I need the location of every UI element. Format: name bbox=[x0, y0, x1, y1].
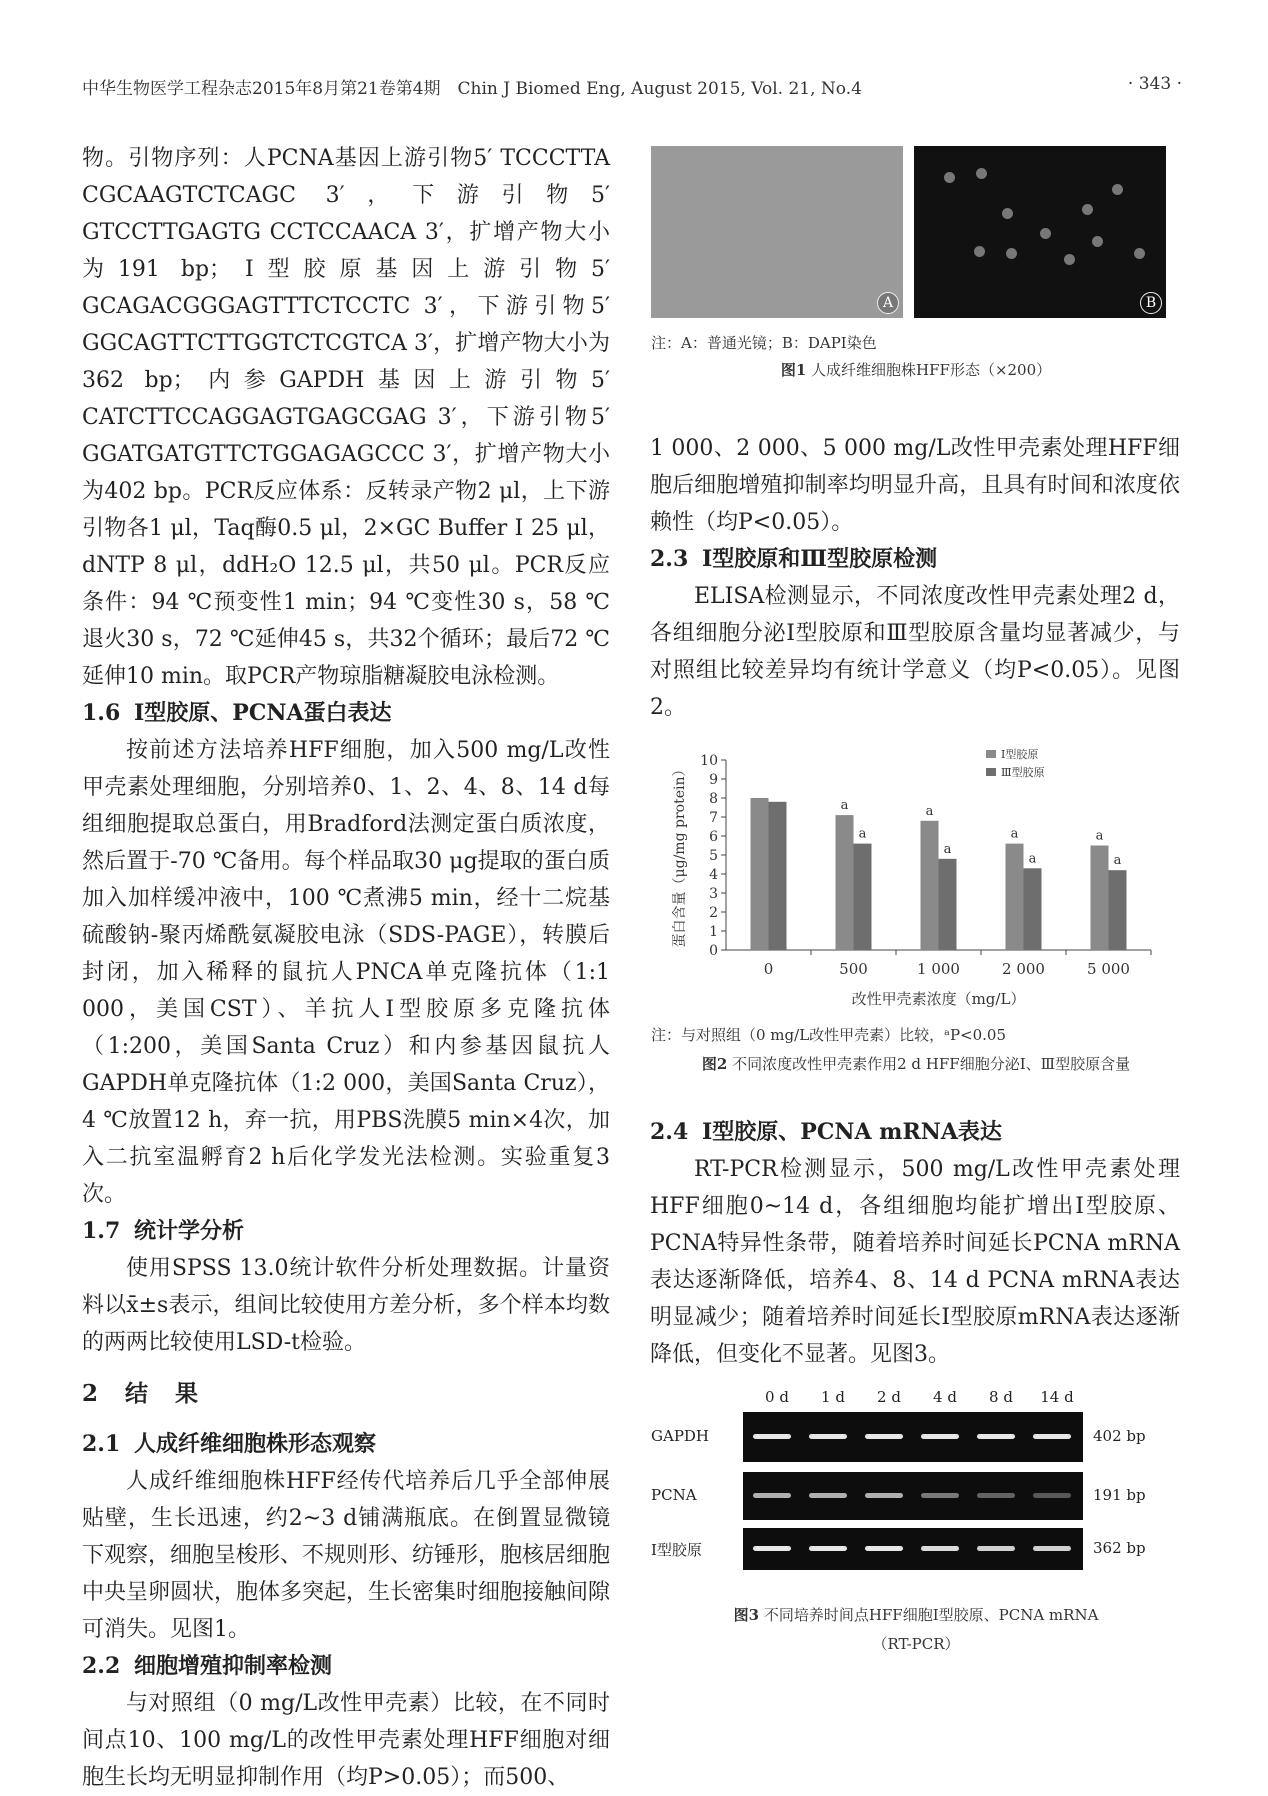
figure-2-note: 注：与对照组（0 mg/L改性甲壳素）比较，ᵃP<0.05 bbox=[651, 1026, 1006, 1044]
section-number: 2.3 bbox=[650, 546, 689, 572]
lane-label: 0 d bbox=[765, 1388, 789, 1406]
elisa-paragraph: ELISA检测显示，不同浓度改性甲壳素处理2 d，各组细胞分泌Ⅰ型胶原和Ⅲ型胶原含量均显著减少，与对照组比较差异均有统计学意义（均P<0.05）。见图2。 bbox=[650, 584, 1180, 720]
primer-paragraph: 物。引物序列：人PCNA基因上游引物5′ TCCCTTA CGCAAGTCTCAGC 3′，下游引物5′ GTCCTTGAGTG CCTCCAACA 3′，扩增产物大小为191 bp；Ⅰ型胶原基因上游引物5′ GCAGACGGGAGTTTCTCCTC 3′，下游引物5′ GGCAGTTCTTGGTCTCGTCA 3′，扩增产物大小为362 bp；内参GAPDH基因上游引物5′ CATCTTCCAGGAGTGAGCGAG 3′，下游引物5′ GGATGATGTTCTGGAGAGCCC 3′，扩增产物大小为402 bp。PCR反应体系：反转录产物2 μl，上下游引物各1 μl，Taq酶0.5 μl，2×GC Buffer Ⅰ 25 μl，dNTP 8 μl，ddH₂O 12.5 μl，共50 μl。PCR反应条件：94 ℃预变性1 min；94 ℃变性30 s，58 ℃退火30 s，72 ℃延伸45 s，共32个循环；最后72 ℃延伸10 min。取PCR产物琼脂糖凝胶电泳检测。 bbox=[82, 146, 610, 689]
gel-band bbox=[865, 1434, 903, 1439]
figure-1 bbox=[651, 146, 1181, 380]
nucleus-dot bbox=[974, 246, 985, 257]
section-1-6-heading bbox=[82, 695, 610, 732]
bar bbox=[939, 859, 957, 950]
gel-band bbox=[809, 1546, 847, 1551]
bar-annotation: a bbox=[1095, 828, 1104, 844]
running-header bbox=[82, 70, 1182, 100]
light-microscope-image bbox=[651, 146, 903, 318]
nucleus-dot bbox=[1002, 208, 1013, 219]
right-column-bottom bbox=[650, 1114, 1180, 1373]
gel-panel bbox=[743, 1528, 1083, 1570]
bar bbox=[1006, 844, 1024, 950]
y-tick-label: 3 bbox=[709, 886, 718, 902]
morphology-paragraph: 人成纤维细胞株HFF经传代培养后几乎全部伸展贴壁，生长迅速，约2~3 d铺满瓶底。在倒置显微镜下观察，细胞呈梭形、不规则形、纺锤形，胞核居细胞中央呈卵圆状，胞体多突起，生长密集时细胞接触间隙可消失。见图1。 bbox=[82, 1469, 611, 1642]
gel-band bbox=[977, 1546, 1015, 1551]
figure-number: 图1 bbox=[780, 361, 807, 379]
bar bbox=[1091, 846, 1109, 951]
bar-annotation: a bbox=[1010, 826, 1019, 842]
section-number: 1.6 bbox=[82, 700, 121, 726]
rt-pcr-paragraph: RT-PCR检测显示，500 mg/L改性甲壳素处理HFF细胞0~14 d，各组细胞均能扩增出Ⅰ型胶原、PCNA特异性条带，随着培养时间延长PCNA mRNA表达逐渐降低，培养4、8、14 d PCNA mRNA表达明显减少；随着培养时间延长Ⅰ型胶原mRNA表达逐渐降低，但变化不显著。见图3。 bbox=[650, 1157, 1180, 1367]
bar bbox=[1024, 868, 1042, 950]
gel-band bbox=[921, 1546, 959, 1551]
gel-band-size: 402 bp bbox=[1093, 1427, 1146, 1445]
gel-panel bbox=[743, 1472, 1083, 1520]
section-number: 1.7 bbox=[82, 1218, 121, 1244]
bar-annotation: a bbox=[858, 826, 867, 842]
y-tick-label: 2 bbox=[709, 905, 718, 921]
section-number: 2.1 bbox=[82, 1431, 121, 1457]
results-heading: 2 结 果 bbox=[82, 1380, 201, 1407]
section-title: 细胞增殖抑制率检测 bbox=[134, 1653, 333, 1679]
gel-row-label: Ⅰ型胶原 bbox=[651, 1541, 702, 1559]
gel-band bbox=[753, 1434, 791, 1439]
section-2-1-heading bbox=[82, 1426, 610, 1463]
gel-band-size: 362 bp bbox=[1093, 1539, 1146, 1557]
section-2-2-heading bbox=[82, 1648, 610, 1685]
western-blot-paragraph: 按前述方法培养HFF细胞，加入500 mg/L改性甲壳素处理细胞，分别培养0、1、2、4、8、14 d每组细胞提取总蛋白，用Bradford法测定蛋白质浓度，然后置于-70 ℃备用。每个样品取30 μg提取的蛋白质加入加样缓冲液中，100 ℃煮沸5 min，经十二烷基硫酸钠-聚丙烯酰氨凝胶电泳（SDS-PAGE），转膜后封闭，加入稀释的鼠抗人PNCA单克隆抗体（1:1 000，美国CST）、羊抗人Ⅰ型胶原多克隆抗体（1:200，美国Santa Cruz）和内参基因鼠抗人GAPDH单克隆抗体（1:2 000，美国Santa Cruz），4 ℃放置12 h，弃一抗，用PBS洗膜5 min×4次，加入二抗室温孵育2 h后化学发光法检测。实验重复3次。 bbox=[82, 738, 610, 1207]
gel-band bbox=[921, 1434, 959, 1439]
figure-2-chart bbox=[651, 740, 1181, 1020]
lane-label: 4 d bbox=[933, 1388, 957, 1406]
nucleus-dot bbox=[1064, 254, 1075, 265]
proliferation-paragraph: 与对照组（0 mg/L改性甲壳素）比较，在不同时间点10、100 mg/L的改性甲壳素处理HFF细胞对细胞生长均无明显抑制作用（均P>0.05）；而500、 bbox=[82, 1691, 610, 1790]
bar bbox=[921, 821, 939, 950]
nucleus-dot bbox=[1134, 248, 1145, 259]
y-tick-label: 6 bbox=[709, 829, 718, 845]
dapi-image bbox=[914, 146, 1166, 318]
left-column bbox=[82, 140, 610, 1796]
legend-swatch bbox=[986, 750, 996, 758]
gel-band bbox=[865, 1546, 903, 1551]
nucleus-dot bbox=[1040, 228, 1051, 239]
legend-label: Ⅰ型胶原 bbox=[1001, 748, 1039, 761]
bar-chart-svg bbox=[651, 740, 1181, 1020]
section-2-3-heading bbox=[650, 541, 1180, 578]
bar-annotation: a bbox=[1113, 853, 1122, 869]
gel-panel bbox=[743, 1412, 1083, 1462]
gel-band bbox=[977, 1434, 1015, 1439]
lane-label: 2 d bbox=[877, 1388, 901, 1406]
gel-band bbox=[1033, 1493, 1071, 1498]
y-axis-label: 蛋白含量（μg/mg protein） bbox=[672, 762, 688, 948]
proliferation-continued-paragraph: 1 000、2 000、5 000 mg/L改性甲壳素处理HFF细胞后细胞增殖抑制率均明显升高，且具有时间和浓度依赖性（均P<0.05）。 bbox=[650, 436, 1180, 535]
section-title: 人成纤维细胞株形态观察 bbox=[134, 1431, 377, 1457]
section-title: 统计学分析 bbox=[134, 1218, 245, 1244]
panel-label-a: A bbox=[877, 292, 899, 314]
section-number: 2.2 bbox=[82, 1653, 121, 1679]
statistics-paragraph: 使用SPSS 13.0统计软件分析处理数据。计量资料以x̄±s表示，组间比较使用方差分析，多个样本均数的两两比较使用LSD-t检验。 bbox=[82, 1256, 610, 1355]
gel-row-label: GAPDH bbox=[651, 1427, 710, 1445]
x-tick-label: 500 bbox=[839, 960, 868, 978]
y-tick-label: 7 bbox=[709, 810, 718, 826]
section-title: Ⅰ型胶原、PCNA mRNA表达 bbox=[702, 1119, 1002, 1145]
nucleus-dot bbox=[976, 168, 987, 179]
figure-1-caption bbox=[651, 359, 1181, 380]
legend-label: Ⅲ型胶原 bbox=[1001, 766, 1045, 779]
right-column-top bbox=[650, 430, 1180, 726]
bar bbox=[836, 815, 854, 950]
nucleus-dot bbox=[1092, 236, 1103, 247]
figure-number: 图2 bbox=[701, 1055, 728, 1073]
lane-label: 1 d bbox=[821, 1388, 845, 1406]
y-tick-label: 1 bbox=[709, 924, 718, 940]
section-title: Ⅰ型胶原、PCNA蛋白表达 bbox=[134, 700, 392, 726]
y-tick-label: 0 bbox=[709, 943, 718, 959]
bar-annotation: a bbox=[840, 798, 849, 814]
bar bbox=[854, 844, 872, 950]
x-tick-label: 5 000 bbox=[1087, 960, 1130, 978]
gel-band bbox=[977, 1493, 1015, 1498]
nucleus-dot bbox=[1006, 248, 1017, 259]
figure-number: 图3 bbox=[733, 1606, 760, 1624]
figure-3-caption bbox=[651, 1604, 1181, 1625]
bar-annotation: a bbox=[943, 841, 952, 857]
gel-band bbox=[753, 1546, 791, 1551]
bar-annotation: a bbox=[1028, 851, 1037, 867]
nucleus-dot bbox=[1112, 184, 1123, 195]
bar bbox=[769, 802, 787, 950]
section-2-4-heading bbox=[650, 1114, 1180, 1151]
gel-band bbox=[1033, 1434, 1071, 1439]
nucleus-dot bbox=[944, 172, 955, 183]
x-axis-label: 改性甲壳素浓度（mg/L） bbox=[851, 990, 1026, 1008]
lane-label: 14 d bbox=[1040, 1388, 1074, 1406]
figure-title: 不同浓度改性甲壳素作用2 d HFF细胞分泌Ⅰ、Ⅲ型胶原含量 bbox=[732, 1055, 1131, 1073]
figure-3-captions bbox=[651, 1604, 1181, 1654]
page-number: · 343 · bbox=[1127, 74, 1182, 94]
gel-band bbox=[1033, 1546, 1071, 1551]
figure-2-caption bbox=[651, 1053, 1181, 1074]
gel-band bbox=[809, 1493, 847, 1498]
gel-row-label: PCNA bbox=[651, 1486, 697, 1504]
section-number: 2.4 bbox=[650, 1119, 689, 1145]
bar bbox=[751, 798, 769, 950]
figure-title: 不同培养时间点HFF细胞Ⅰ型胶原、PCNA mRNA bbox=[763, 1606, 1099, 1624]
y-tick-label: 9 bbox=[709, 772, 718, 788]
nucleus-dot bbox=[1082, 204, 1093, 215]
lane-label: 8 d bbox=[989, 1388, 1013, 1406]
y-tick-label: 8 bbox=[709, 791, 718, 807]
gel-band-size: 191 bp bbox=[1093, 1486, 1146, 1504]
figure-1-note: 注：A：普通光镜；B：DAPI染色 bbox=[651, 334, 877, 352]
y-tick-label: 4 bbox=[709, 867, 718, 883]
journal-citation: 中华生物医学工程杂志2015年8月第21卷第4期 Chin J Biomed Eng, August 2015, Vol. 21, No.4 bbox=[82, 79, 862, 99]
panel-label-b: B bbox=[1140, 292, 1162, 314]
gel-band bbox=[921, 1493, 959, 1498]
section-1-7-heading bbox=[82, 1213, 610, 1250]
gel-band bbox=[865, 1493, 903, 1498]
figure-2-captions bbox=[651, 1024, 1181, 1074]
x-tick-label: 0 bbox=[763, 960, 774, 978]
bar-annotation: a bbox=[925, 803, 934, 819]
y-tick-label: 10 bbox=[700, 753, 718, 769]
figure-3-caption-line2: （RT-PCR） bbox=[872, 1635, 960, 1653]
section-title: Ⅰ型胶原和Ⅲ型胶原检测 bbox=[702, 546, 938, 572]
x-tick-label: 2 000 bbox=[1002, 960, 1045, 978]
y-tick-label: 5 bbox=[709, 848, 718, 864]
figure-3-gel bbox=[651, 1388, 1181, 1598]
bar bbox=[1109, 870, 1127, 950]
gel-band bbox=[809, 1434, 847, 1439]
legend-swatch bbox=[986, 768, 996, 776]
gel-band bbox=[753, 1493, 791, 1498]
x-tick-label: 1 000 bbox=[917, 960, 960, 978]
figure-title: 人成纤维细胞株HFF形态（×200） bbox=[811, 361, 1052, 379]
